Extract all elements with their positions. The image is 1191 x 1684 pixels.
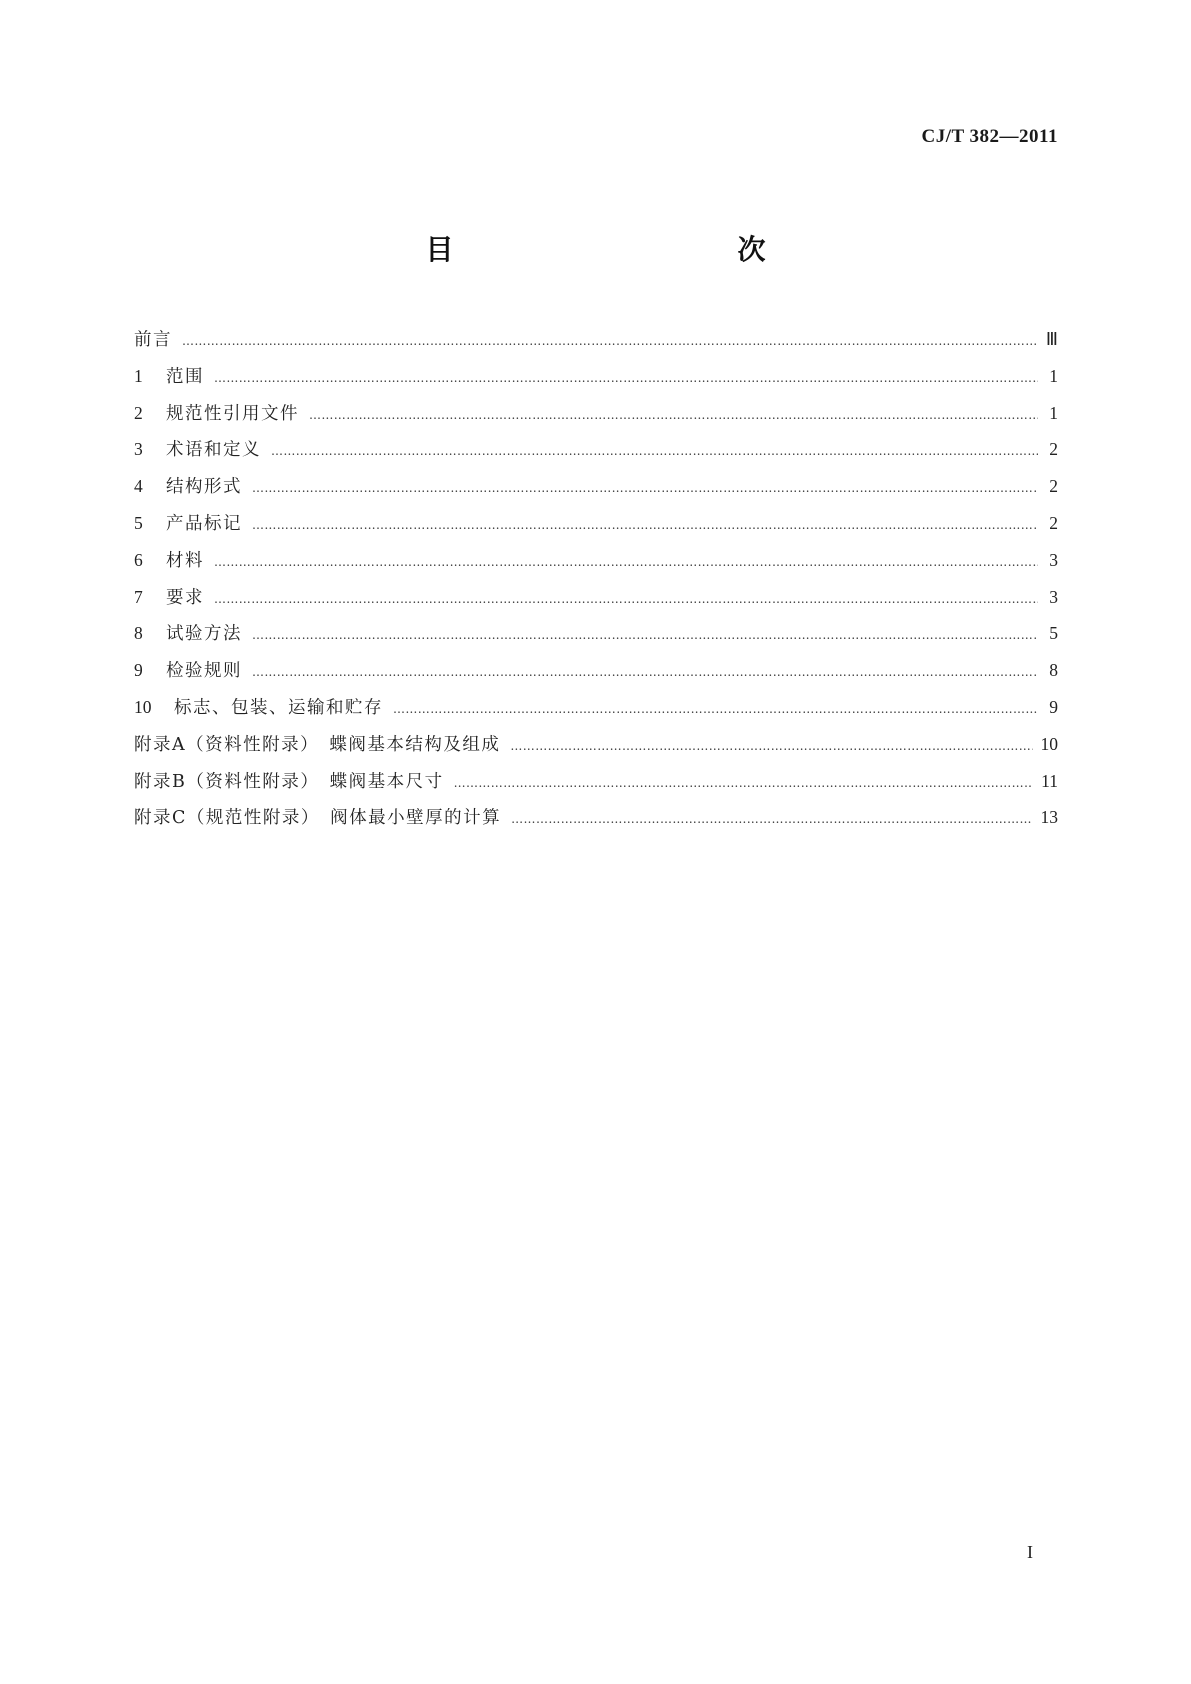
toc-leader-dots — [252, 628, 1038, 642]
toc-entry-3[interactable] — [134, 436, 1058, 473]
toc-leader-dots — [252, 481, 1038, 495]
toc-entry-appendix-b[interactable] — [134, 768, 1058, 805]
toc-entry-title: 规范性引用文件 — [166, 403, 299, 424]
toc-leader-dots — [510, 739, 1032, 753]
toc-entry-page: 2 — [1049, 476, 1058, 497]
toc-entry-number: 6 — [134, 549, 143, 570]
toc-entry-page: 3 — [1049, 586, 1058, 607]
toc-entry-title: 范围 — [166, 366, 204, 387]
toc-entry-page: 1 — [1049, 402, 1058, 423]
toc-entry-page: 2 — [1049, 512, 1058, 533]
toc-entry-page: 11 — [1041, 770, 1058, 791]
toc-entry-title: 产品标记 — [166, 513, 242, 534]
toc-leader-dots — [271, 444, 1038, 458]
toc-entry-5[interactable] — [134, 510, 1058, 547]
toc-leader-dots — [309, 408, 1038, 422]
toc-entry-9[interactable] — [134, 657, 1058, 694]
toc-entry-title: 结构形式 — [166, 477, 242, 498]
toc-entry-page: 13 — [1040, 807, 1058, 828]
toc-entry-page: 5 — [1049, 623, 1058, 644]
toc-entry-7[interactable] — [134, 584, 1058, 621]
toc-leader-dots — [252, 518, 1038, 532]
toc-entry-page: 3 — [1049, 549, 1058, 570]
toc-entry-number: 3 — [134, 439, 143, 460]
toc-entry-title: 试验方法 — [166, 624, 242, 645]
toc-entry-6[interactable] — [134, 547, 1058, 584]
toc-leader-dots — [252, 665, 1038, 679]
toc-entry-title: 前言 — [134, 330, 172, 350]
toc-leader-dots — [454, 776, 1034, 790]
page-number: I — [1027, 1542, 1033, 1562]
toc-entry-appendix-c[interactable] — [134, 804, 1058, 841]
toc-heading: 目 次 — [425, 233, 842, 266]
toc-entry-title: 附录A（资料性附录） 蝶阀基本结构及组成 — [134, 734, 501, 755]
toc-entry-title: 标志、包装、运输和贮存 — [174, 697, 383, 718]
toc-entry-number: 10 — [134, 696, 152, 717]
table-of-contents — [134, 326, 1058, 841]
toc-entry-page: 8 — [1049, 660, 1058, 681]
toc-entry-number: 1 — [134, 365, 143, 386]
toc-entry-title: 术语和定义 — [166, 440, 261, 461]
toc-entry-number: 9 — [134, 660, 143, 681]
toc-entry-page: Ⅲ — [1045, 329, 1058, 349]
toc-leader-dots — [214, 555, 1038, 569]
toc-entry-title: 附录B（资料性附录） 蝶阀基本尺寸 — [134, 771, 444, 792]
toc-entry-page: 9 — [1049, 696, 1058, 717]
toc-entry-4[interactable] — [134, 473, 1058, 510]
standard-code: CJ/T 382—2011 — [921, 126, 1058, 147]
toc-entry-1[interactable] — [134, 363, 1058, 400]
toc-entry-2[interactable] — [134, 400, 1058, 437]
toc-entry-page: 2 — [1049, 439, 1058, 460]
toc-leader-dots — [214, 371, 1038, 385]
toc-entry-8[interactable] — [134, 620, 1058, 657]
toc-entry-number: 4 — [134, 476, 143, 497]
toc-entry-title: 附录C（规范性附录） 阀体最小壁厚的计算 — [134, 808, 502, 829]
toc-entry-page: 10 — [1040, 733, 1058, 754]
toc-leader-dots — [393, 702, 1038, 716]
toc-entry-title: 材料 — [166, 550, 204, 571]
toc-entry-title: 检验规则 — [166, 661, 242, 682]
toc-leader-dots — [214, 592, 1038, 606]
toc-entry-number: 8 — [134, 623, 143, 644]
toc-entry-number: 2 — [134, 402, 143, 423]
toc-entry-appendix-a[interactable] — [134, 731, 1058, 768]
toc-entry-foreword[interactable] — [134, 326, 1058, 363]
toc-entry-number: 7 — [134, 586, 143, 607]
toc-entry-number: 5 — [134, 512, 143, 533]
toc-entry-10[interactable] — [134, 694, 1058, 731]
toc-leader-dots — [511, 812, 1032, 826]
toc-leader-dots — [182, 334, 1038, 348]
toc-entry-title: 要求 — [166, 587, 204, 608]
toc-entry-page: 1 — [1049, 365, 1058, 386]
